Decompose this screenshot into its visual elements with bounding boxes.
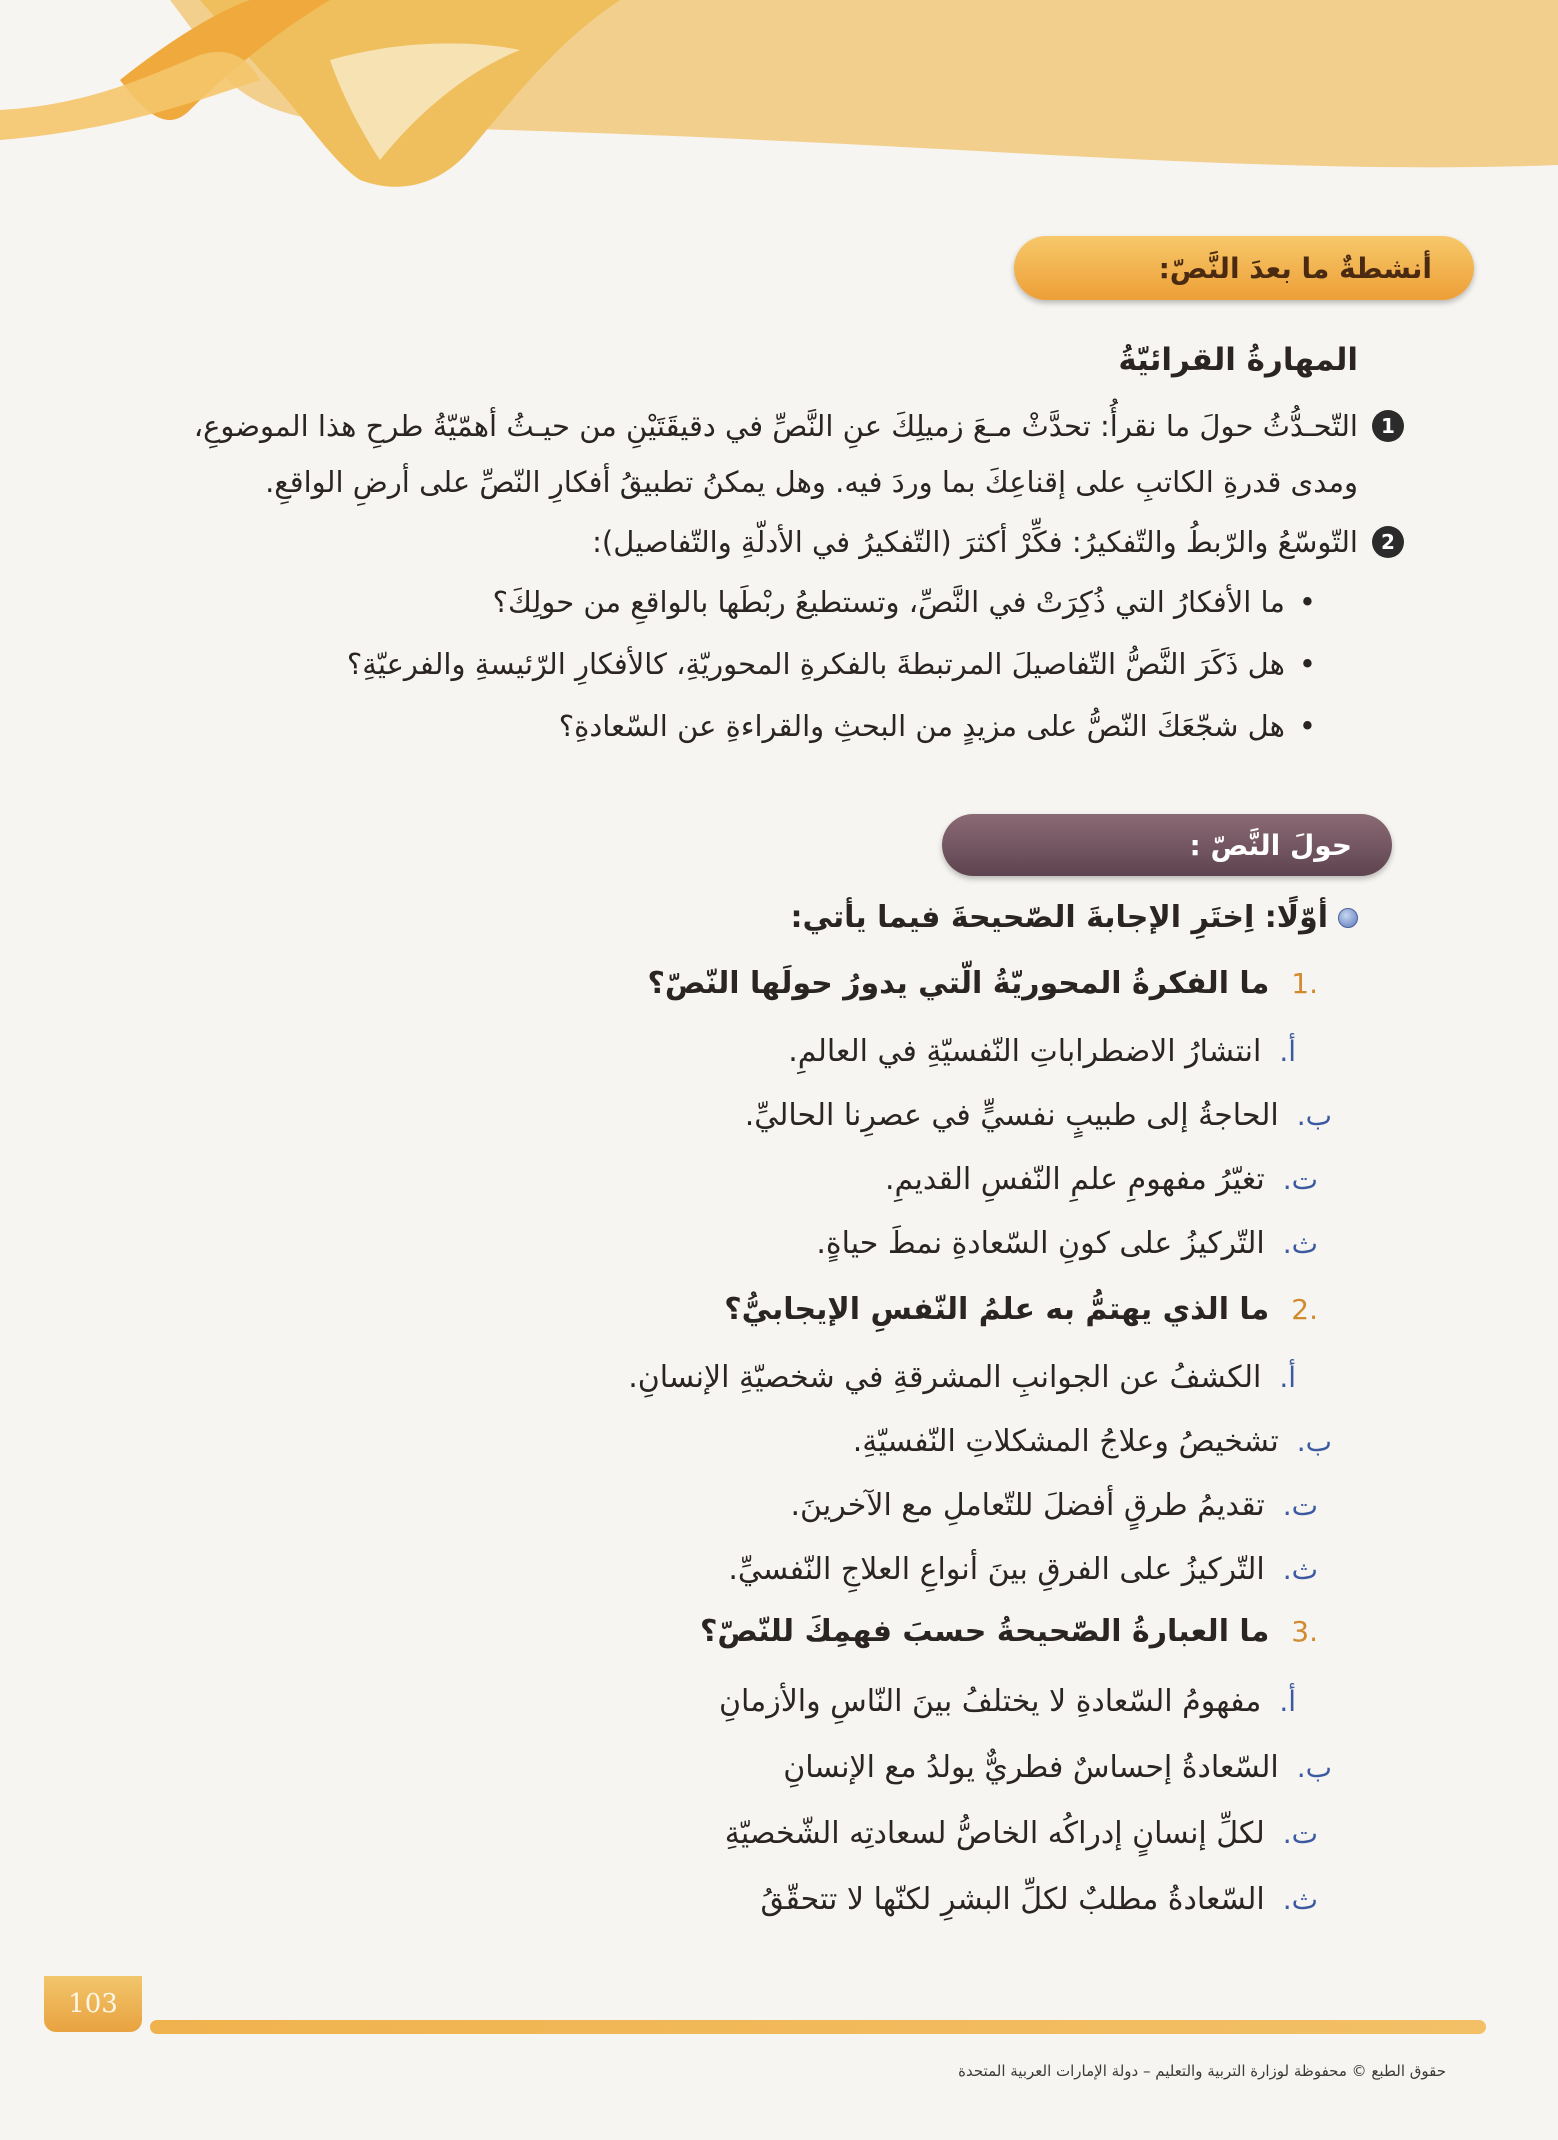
numbered-item-2 (58, 514, 1395, 570)
option-item[interactable] (628, 1360, 1296, 1395)
option-item[interactable] (783, 1750, 1332, 1785)
activities-title: أنشطةٌ ما بعدَ النَّصّ: (1158, 251, 1432, 285)
item-2-line-1: التّوسّعُ والرّبطُ والتّفكيرُ: فكِّرْ أكثرَ (التّفكيرُ في الأدلّةِ والتّفاصيل): (592, 525, 1358, 559)
numbered-item-1 (58, 398, 1395, 510)
question-1 (647, 966, 1318, 1001)
option-text: تشخيصُ وعلاجُ المشكلاتِ النّفسيّةِ. (852, 1424, 1279, 1459)
option-item[interactable] (760, 1882, 1318, 1917)
option-item[interactable] (791, 1488, 1318, 1523)
option-item[interactable] (885, 1162, 1318, 1197)
question-number: .2 (1291, 1293, 1318, 1326)
option-letter: ب. (1296, 1425, 1332, 1458)
question-text: ما العبارةُ الصّحيحةُ حسبَ فهمِكَ للنّصّ؟ (699, 1614, 1270, 1649)
option-text: السّعادةُ مطلبٌ لكلِّ البشرِ لكنّها لا تتحقّقُ (760, 1882, 1265, 1917)
option-letter: أ. (1279, 1361, 1296, 1394)
bullet-item: • ما الأفكارُ التي ذُكِرَتْ في النَّصِّ، وتستطيعُ ربْطَها بالواقعِ من حولِكَ؟ (493, 576, 1316, 628)
bullet-item: • هل شجّعَكَ النّصُّ على مزيدٍ من البحثِ والقراءةِ عن السّعادةِ؟ (559, 700, 1316, 752)
page-number: 103 (68, 1989, 118, 2019)
post-text-activities-header (1014, 236, 1474, 300)
option-text: التّركيزُ على الفرقِ بينَ أنواعِ العلاجِ النّفسيِّ. (728, 1552, 1265, 1587)
question-2 (724, 1292, 1318, 1327)
option-item[interactable] (788, 1034, 1296, 1069)
option-letter: ث. (1282, 1883, 1318, 1916)
option-letter: أ. (1279, 1035, 1296, 1068)
option-letter: ث. (1282, 1553, 1318, 1586)
option-letter: ت. (1282, 1163, 1318, 1196)
option-text: انتشارُ الاضطراباتِ النّفسيّةِ في العالمِ. (788, 1034, 1262, 1069)
footer-divider-bar (150, 2020, 1486, 2034)
question-number: .3 (1291, 1615, 1318, 1648)
item-1-line-1: التّحـدُّثُ حولَ ما نقرأُ: تحدَّثْ مـعَ زميلِكَ عنِ النَّصِّ في دقيقَتَيْنِ من حيـثُ أهمّيّةُ طرحِ هذا الموضوعِ، (193, 409, 1358, 443)
item-1-line-2: ومدى قدرةِ الكاتبِ على إقناعِكَ بما وردَ فيه. وهل يمكنُ تطبيقُ أفكارِ النّصِّ على أرضِ الواقعِ. (265, 465, 1358, 499)
page-number-tab (44, 1976, 142, 2032)
question-3 (700, 1614, 1318, 1649)
option-item[interactable] (853, 1424, 1332, 1459)
number-badge: 1 (1372, 410, 1404, 442)
reading-skill-heading: المهارةُ القرائيّةُ (1118, 342, 1358, 378)
option-item[interactable] (816, 1226, 1318, 1261)
option-letter: ت. (1282, 1489, 1318, 1522)
option-letter: ت. (1282, 1817, 1318, 1850)
option-text: الكشفُ عن الجوانبِ المشرقةِ في شخصيّةِ الإنسانِ. (628, 1360, 1262, 1395)
question-number: .1 (1291, 967, 1318, 1000)
question-text: ما الذي يهتمُّ به علمُ النّفسِ الإيجابيُّ؟ (724, 1292, 1270, 1327)
option-text: التّركيزُ على كونِ السّعادةِ نمطَ حياةٍ. (816, 1226, 1265, 1261)
question-text: ما الفكرةُ المحوريّةُ الّتي يدورُ حولَها النّصّ؟ (647, 966, 1270, 1001)
option-letter: ب. (1296, 1099, 1332, 1132)
about-title: حولَ النَّصّ : (1189, 828, 1352, 862)
option-text: لكلِّ إنسانٍ إدراكُه الخاصُّ لسعادتِه الشّخصيّةِ (724, 1816, 1265, 1851)
option-text: مفهومُ السّعادةِ لا يختلفُ بينَ النّاسِ والأزمانِ (718, 1684, 1262, 1719)
about-text-header (942, 814, 1392, 876)
option-text: الحاجةُ إلى طبيبٍ نفسيٍّ في عصرِنا الحاليِّ. (744, 1098, 1279, 1133)
option-item[interactable] (728, 1552, 1318, 1587)
copyright-notice: حقوق الطبع © محفوظة لوزارة التربية والتعليم – دولة الإمارات العربية المتحدة (958, 2062, 1446, 2080)
section-instruction (791, 900, 1358, 935)
option-text: تقديمُ طرقٍ أفضلَ للتّعاملِ مع الآخرينَ. (790, 1488, 1265, 1523)
option-text: تغيّرُ مفهومِ علمِ النّفسِ القديمِ. (885, 1162, 1265, 1197)
option-item[interactable] (725, 1816, 1318, 1851)
instruction-text: أوّلًا: اِختَرِ الإجابةَ الصّحيحةَ فيما يأتي: (790, 900, 1328, 935)
option-letter: ث. (1282, 1227, 1318, 1260)
option-text: السّعادةُ إحساسٌ فطريٌّ يولدُ مع الإنسانِ (783, 1750, 1279, 1785)
option-item[interactable] (745, 1098, 1332, 1133)
bullet-item: • هل ذَكَرَ النَّصُّ التّفاصيلَ المرتبطةَ بالفكرةِ المحوريّةِ، كالأفكارِ الرّئيسةِ والفرعيّةِ؟ (347, 638, 1316, 690)
option-letter: ب. (1296, 1751, 1332, 1784)
number-badge: 2 (1372, 526, 1404, 558)
option-letter: أ. (1279, 1685, 1296, 1718)
option-item[interactable] (719, 1684, 1296, 1719)
circle-bullet-icon (1338, 908, 1358, 928)
decorative-wave-banner (0, 0, 1558, 210)
